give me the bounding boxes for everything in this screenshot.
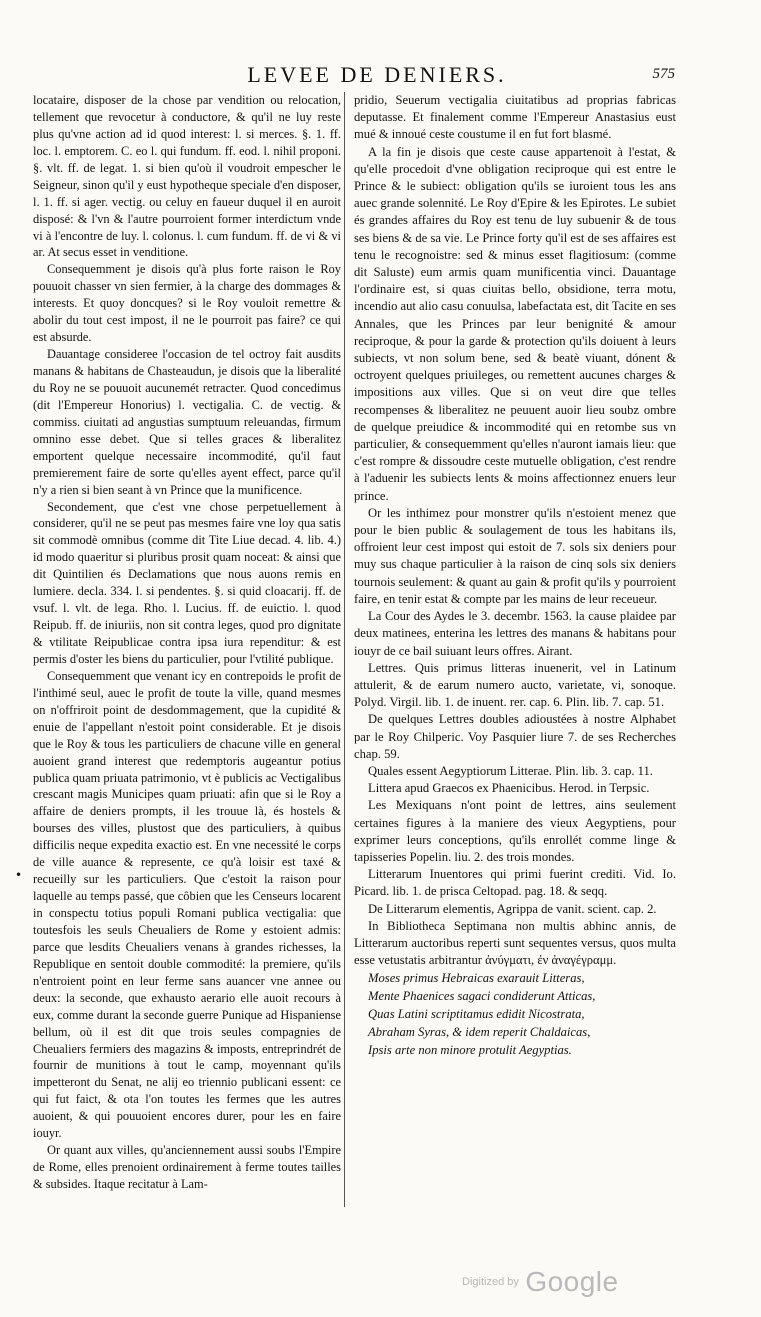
paragraph: Dauantage consideree l'occasion de tel octroy fait ausdits manans & habitans de Chasteaudun, je disois que la liberalité du Roy ne se pouuoit aucunemét retracter. Quod concedimus (dit l'Empereur Honorius) l. vectigalia. C. de vectig. & commiss. ciuitati ad angustias sumptuum releuandas, firmum omnino esse debet. Que si telles graces & liberalitez emportent quelque necessaire incommodité, qu'il faut premierement faire de sorte qu'elles ayent effect, parce qu'il n'y a rien si bien seant à vn Prince que la munificence. xyxy=(33,347,341,497)
verse-line: Quas Latini scriptitamus edidit Nicostrata, xyxy=(368,1007,585,1022)
paragraph: pridio, Seuerum vectigalia ciuitatibus ad proprias fabricas deputasse. Et finalement comme l'Empereur Anastasius eust mué & innoué ceste coustume il en fut fort blasmé. xyxy=(354,93,676,142)
page-title: LEVEE DE DENIERS. xyxy=(247,62,507,87)
verse-line: Moses primus Hebraicas exarauit Litteras, xyxy=(368,971,585,986)
paragraph: Consequemment je disois qu'à plus forte raison le Roy pouuoit chasser vn sien fermier, à la charge des dommages & interests. Et quoy doncques? si le Roy vouloit remettre & abolir du tout cest impost, il ne le pourroit pas faire? ce qui est absurde. xyxy=(33,262,341,345)
paragraph: Lettres. Quis primus litteras inuenerit, vel in Latinum attulerit, & de earum numero aucto, varietate, vi, sonoque. Polyd. Virgil. lib. 1. de inuent. rer. cap. 6. Plin. lib. 7. cap. 51. xyxy=(354,660,676,710)
running-head xyxy=(0,62,761,92)
paragraph: Litterarum Inuentores qui primi fuerint crediti. Vid. Io. Picard. lib. 1. de prisca Celtopad. pag. 18. & seqq. xyxy=(354,867,676,899)
page-number: 575 xyxy=(652,66,675,82)
verse-block xyxy=(354,969,676,1059)
paragraph: Or quant aux villes, qu'anciennement aussi soubs l'Empire de Rome, elles prenoient ordinairement à ferme toutes tailles & subsides. Itaque recitatur à Lam- xyxy=(33,1143,341,1191)
verse-line: Mente Phaenices sagaci condiderunt Atticas, xyxy=(368,989,596,1004)
paragraph: Quales essent Aegyptiorum Litterae. Plin. lib. 3. cap. 11. xyxy=(368,763,653,778)
paragraph: A la fin je disois que ceste cause appartenoit à l'estat, & qu'elle procedoit d'vne obligation reciproque qui est entre le Prince & le subiect: obligation qu'ils se iuroient tous les ans auec grande solennité. Le Roy d'Epire & les Epirotes. Le subiet és grandes affaires du Roy est tenu de luy subuenir & de tous ses biens & de sa vie. Le Prince forty qu'il est de ses affaires est tenu le recognoistre: sed & minus esset flagitiosum: (comme dit Saluste) eum armis quam munificentia vinci. Dauantage l'ordinaire est, si quas ciuitas bello, obsidione, terra motu, incendio aut alio casu conuulsa, labefactata est, dit Tacite en ses Annales, que les Princes par leur benignité & amour reciproque, & pour la garde & protection qu'ils doiuent à leurs subiects, vt non solum bene, sed & beatè viuant, dónent & octroyent quelques priuileges, ou remettent aucunes charges & impositions aux villes. Que si on veut dire que telles recompenses & liberalitez ne peuuent auoir lieu soubz ombre de quelque preiudice & incommodité qui en retombe sus vn particulier, & consequemment qu'elles n'auront iamais lieu: que c'est rompre & dissoudre ceste mutuelle obligation, c'est rendre à l'aduenir les subiects lents & moins affectionnez enuers leur prince. xyxy=(354,144,677,503)
watermark-prefix: Digitized by xyxy=(462,1276,519,1288)
paragraph: La Cour des Aydes le 3. decembr. 1563. la cause plaidee par deux matinees, enterina les lettres des manans & habitans pour iouyr de ce bail suiuant leurs offres. Airant. xyxy=(354,609,676,658)
verse-line: Abraham Syras, & idem reperit Chaldaicas, xyxy=(368,1025,591,1040)
paragraph: In Bibliotheca Septimana non multis abhinc annis, de Litterarum auctoribus reperti sunt sequentes versus, quos multa esse vetustatis arbitrantur ἀνύγματι, ἐν ἀναγέγραμμ. xyxy=(354,918,676,968)
paragraph: Littera apud Graecos ex Phaenicibus. Herod. in Terpsic. xyxy=(368,781,650,796)
google-logo: Google xyxy=(525,1266,619,1297)
paragraph: locataire, disposer de la chose par vendition ou relocation, tellement que revocetur à conductore, & qu'il ne luy reste plus qu'vne action ad id quod interest: l. si merces. §. 1. ff. loc. l. emptorem. C. eo l. qui fundum. ff. eod. l. nihil proponi. §. vlt. ff. de legat. 1. si bien qu'où il voudroit empescher le Seigneur, sinon qu'il y eust hypotheque speciale d'en disposer, l. 1. ff. si ager. vectig. ou celuy en faueur duquel il en auroit disposé: & l'vn & l'autre pourroient former interdictum vnde vi à l'encontre de luy. l. colonus. l. cum fundum. ff. de vi & vi ar. At secus esset in venditione. xyxy=(33,93,341,260)
paragraph: De quelques Lettres doubles adioustées à nostre Alphabet par le Roy Chilperic. Voy Pasquier liure 7. de ses Recherches chap. 59. xyxy=(354,712,676,761)
column-divider xyxy=(344,92,345,1207)
paragraph: Les Mexiquans n'ont point de lettres, ains seulement certaines figures à la maniere des vieux Aegyptiens, pour exprimer leurs conceptions, qu'ils enrollét comme linge & tapisseries Popelin. liu. 2. des trois mondes. xyxy=(354,798,676,864)
paragraph: De Litterarum elementis, Agrippa de vanit. scient. cap. 2. xyxy=(368,901,657,916)
digitized-watermark xyxy=(462,1266,619,1298)
right-column xyxy=(354,92,676,1212)
left-column xyxy=(33,92,341,1212)
verse-line: Ipsis arte non minore protulit Aegyptias. xyxy=(368,1043,572,1058)
margin-bullet-icon: • xyxy=(15,868,23,882)
paragraph: Consequemment que venant icy en contrepoids le profit de l'inthimé seul, auec le profit de toute la ville, quand mesmes on n'offriroit point de desdommagement, que la cupidité & enuie de l'appellant n'estoit point considerable. Et je disois que le Roy & tous les particuliers de chacune ville en general auoient grand interest que redemptoris augeantur potius publica quam priuata patrimonio, vt è publicis ac Vectigalibus crescant magis Municipes quam priuati: afin que si le Roy a affaire de deniers prompts, il les trouue là, és hostels & bourses des villes, plustost que des particuliers, à quibus difficilis neque expedita exactio est. En vne necessité le corps de ville auance & represente, ce qu'à loisir est taxé & recueilly sur les particuliers. Que c'estoit la raison pour laquelle au temps passé, que côbien que les Censeurs locarent in conspectu totius populi Romani publica vectigalia: que toutesfois les seuls Cheualiers de Rome y estoient admis: parce que lesdits Cheualiers venans à grandes richesses, la Republique en sentoit double commodité: la premiere, qu'ils n'entroient point en leur ferme sans auancer vne annee ou deux: la seconde, que exhausto aerario elle auoit recours à eux, comme durant la seconde guerre Punique ad Hispaniense bellum, où il est dit que trois seules compagnies de Cheualiers fermiers des magazins & imposts, entreprindrét de fournir de munitions à tout le camp, moyennant qu'ils impetteront du Senat, ne alij eo triennio publicani essent: ce qui fut faict, & ota l'on toutes les fermes que les autres auoient, & qui pouuoient encores durer, pour les en faire iouyr. xyxy=(33,668,341,1141)
paragraph: Or les inthimez pour monstrer qu'ils n'estoient menez que pour le bien public & soulagement de tous les habitans ils, offroient leur cest impost qui estoit de 7. sols six deniers pour muy sus chaque particulier à la raison de cinq sols six deniers tournois seulement: & quant au gain & profit qu'ils y pourroient faire, en tenir estat & compte par les mains de leur receueur. xyxy=(354,505,676,606)
paragraph: Secondement, que c'est vne chose perpetuellement à considerer, qu'il ne se peut pas mesmes faire vne loy qua satis sit commodè omnibus (comme dit Tite Liue decad. 4. lib. 4.) id modo quaeritur si pluribus prosit quam noceat: & ainsi que dit Quintilien és Declamations que nous auons remis en lumiere. decla. 334. l. si pendentes. §. si quid cloacarij. ff. de vsuf. l. vlt. de lega. Rho. l. Lucius. ff. de euictio. l. quod Reipub. ff. de iniuriis, non sit contra leges, quod pro dignitate & vtilitate Reipublicae contra ipsa iura rependitur: & est permis d'oster les biens du particulier, pour l'vtilité publique. xyxy=(33,499,341,666)
